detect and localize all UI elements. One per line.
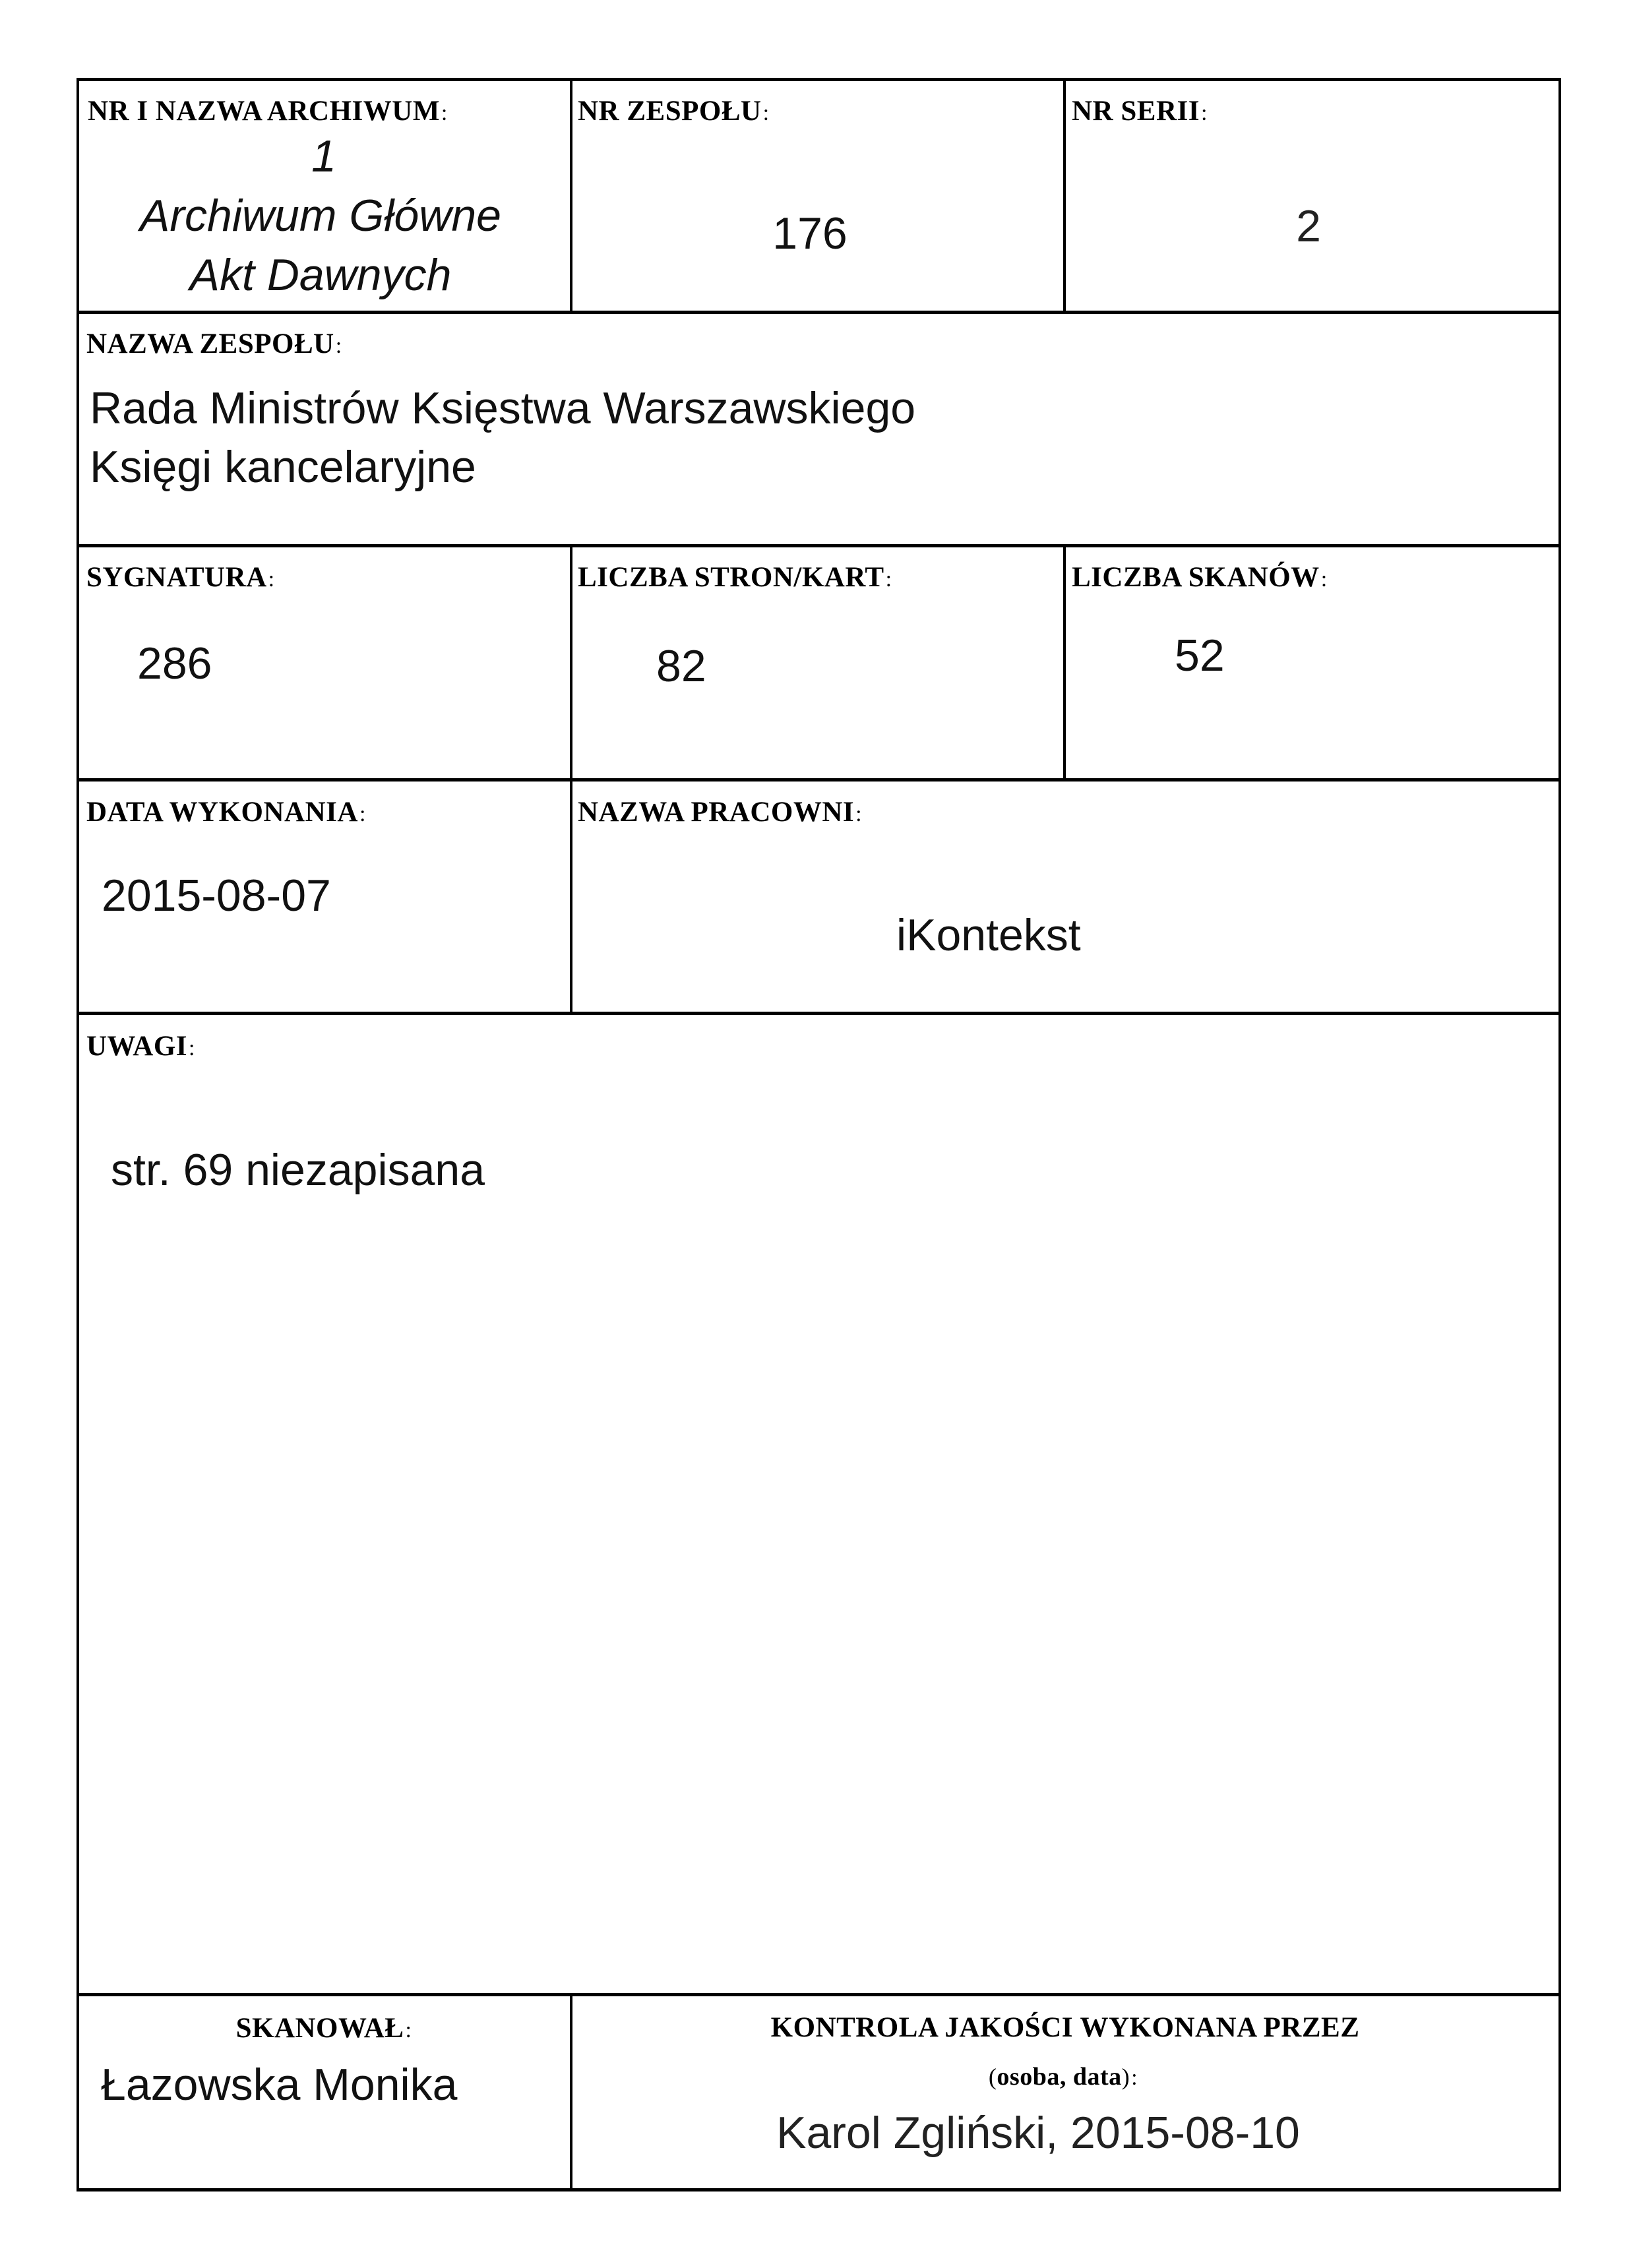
frame-left-line [77, 78, 79, 2191]
archive-name-line1: Archiwum Główne [140, 191, 501, 241]
colon: : [359, 802, 366, 826]
quality-control-sublabel [989, 2064, 1138, 2089]
col-divider-row6 [570, 1993, 572, 2190]
scans-count-label [1072, 563, 1328, 592]
colon: : [1320, 567, 1328, 592]
fonds-name-line2: Księgi kancelaryjne [90, 442, 476, 492]
row-divider-4 [77, 1012, 1561, 1015]
frame-right-line [1558, 78, 1561, 2191]
col-divider-row3-b [1063, 544, 1066, 780]
colon: : [189, 1036, 195, 1060]
archive-label-text: NR I NAZWA ARCHIWUM [88, 96, 440, 127]
signature-label [86, 563, 275, 592]
quality-control-label [771, 2013, 1360, 2042]
colon: : [1131, 2066, 1138, 2090]
signature-label-text: SYGNATURA [86, 562, 267, 593]
quality-control-value: Karol Zgliński, 2015-08-10 [776, 2108, 1300, 2158]
pages-count-label-text: LICZBA STRON/KART [578, 562, 884, 593]
fonds-number-label [578, 97, 770, 125]
studio-name-value: iKontekst [896, 910, 1081, 960]
fonds-name-label-text: NAZWA ZESPOŁU [86, 328, 334, 359]
series-number-value: 2 [1296, 201, 1321, 251]
date-done-value: 2015-08-07 [102, 871, 331, 921]
pages-count-label [578, 563, 892, 592]
colon: : [441, 101, 448, 125]
archive-label [88, 97, 448, 125]
fonds-name-label [86, 330, 342, 358]
archive-name-line2: Akt Dawnych [189, 250, 452, 300]
colon: : [762, 101, 770, 125]
date-done-label-text: DATA WYKONANIA [86, 797, 358, 828]
signature-value: 286 [137, 638, 212, 689]
series-number-label [1072, 97, 1208, 125]
close-paren: ) [1121, 2064, 1130, 2090]
date-done-label [86, 798, 366, 826]
series-number-label-text: NR SERII [1072, 96, 1200, 127]
colon: : [268, 567, 275, 592]
frame-top-line [77, 78, 1561, 81]
pages-count-value: 82 [656, 641, 706, 691]
scanned-by-label-text: SKANOWAŁ [235, 2013, 404, 2044]
archive-number: 1 [311, 131, 336, 181]
colon: : [335, 334, 342, 358]
studio-name-label-text: NAZWA PRACOWNI [578, 797, 855, 828]
colon: : [855, 802, 863, 826]
colon: : [885, 567, 892, 592]
open-paren: ( [988, 2064, 997, 2090]
fonds-name-line1: Rada Ministrów Księstwa Warszawskiego [90, 383, 916, 433]
quality-control-sublabel-text: osoba, data [997, 2063, 1122, 2091]
scans-count-label-text: LICZBA SKANÓW [1072, 562, 1320, 593]
studio-name-label [578, 798, 862, 826]
row-divider-3 [77, 778, 1561, 782]
scans-count-value: 52 [1175, 630, 1225, 681]
colon: : [1200, 101, 1208, 125]
col-divider-row3-a [570, 544, 572, 780]
col-divider-row1-a [570, 78, 572, 313]
row-divider-1 [77, 311, 1561, 314]
fonds-number-label-text: NR ZESPOŁU [578, 96, 762, 127]
row-divider-2 [77, 544, 1561, 547]
scanned-by-label [236, 2014, 412, 2042]
fonds-number-value: 176 [772, 208, 848, 259]
col-divider-row1-b [1063, 78, 1066, 313]
quality-control-label-text: KONTROLA JAKOŚCI WYKONANA PRZEZ [770, 2012, 1360, 2043]
colon: : [405, 2018, 412, 2042]
frame-bottom-line [77, 2188, 1561, 2191]
remarks-label [86, 1032, 195, 1060]
scanned-by-value: Łazowska Monika [101, 2060, 458, 2110]
remarks-label-text: UWAGI [86, 1031, 188, 1062]
col-divider-row4 [570, 778, 572, 1014]
remarks-value: str. 69 niezapisana [111, 1145, 485, 1195]
row-divider-5 [77, 1993, 1561, 1996]
